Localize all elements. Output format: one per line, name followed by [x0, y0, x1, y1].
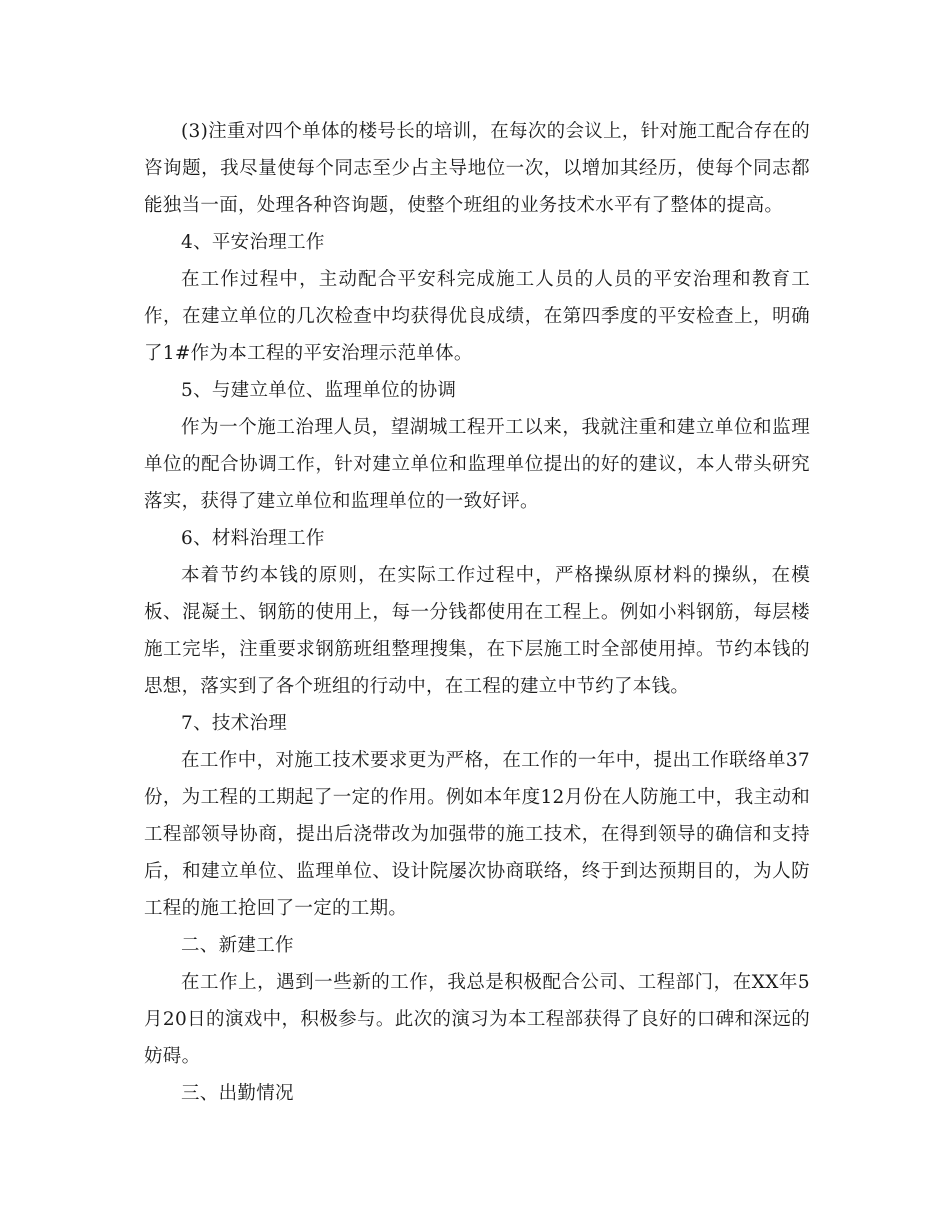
para-coordination: 作为一个施工治理人员，望湖城工程开工以来，我就注重和建立单位和监理单位的配合协调工作，针对建立单位和监理单位提出的好的建议，本人带头研究落实，获得了建立单位和监理单位的一致好评。	[144, 417, 810, 512]
para-safety: 在工作过程中，主动配合平安科完成施工人员的人员的平安治理和教育工作，在建立单位的几次检查中均获得优良成绩，在第四季度的平安检查上，明确了1#作为本工程的平安治理示范单体。	[144, 269, 810, 364]
heading-materials: 6、材料治理工作	[181, 528, 325, 549]
heading-new-work: 二、新建工作	[181, 935, 294, 956]
heading-safety: 4、平安治理工作	[181, 232, 325, 253]
para-materials: 本着节约本钱的原则，在实际工作过程中，严格操纵原材料的操纵，在模板、混凝土、钢筋的使用上，每一分钱都使用在工程上。例如小料钢筋，每层楼施工完毕，注重要求钢筋班组整理搜集，在下层施工时全部使用掉。节约本钱的思想，落实到了各个班组的行动中，在工程的建立中节约了本钱。	[144, 565, 810, 697]
para-new-work: 在工作上，遇到一些新的工作，我总是积极配合公司、工程部门，在XX年5月20日的演戏中，积极参与。此次的演习为本工程部获得了良好的口碑和深远的妨碍。	[144, 972, 810, 1067]
heading-technical: 7、技术治理	[181, 713, 288, 734]
document-page	[144, 113, 810, 1112]
heading-coordination: 5、与建立单位、监理单位的协调	[181, 380, 457, 401]
heading-attendance: 三、出勤情况	[181, 1083, 294, 1104]
para-training: (3)注重对四个单体的楼号长的培训，在每次的会议上，针对施工配合存在的咨询题，我尽量使每个同志至少占主导地位一次，以增加其经历，使每个同志都能独当一面，处理各种咨询题，使整个班组的业务技术水平有了整体的提高。	[144, 121, 810, 216]
para-technical: 在工作中，对施工技术要求更为严格，在工作的一年中，提出工作联络单37份，为工程的工期起了一定的作用。例如本年度12月份在人防施工中，我主动和工程部领导协商，提出后浇带改为加强带的施工技术，在得到领导的确信和支持后，和建立单位、监理单位、设计院屡次协商联络，终于到达预期目的，为人防工程的施工抢回了一定的工期。	[144, 750, 810, 919]
